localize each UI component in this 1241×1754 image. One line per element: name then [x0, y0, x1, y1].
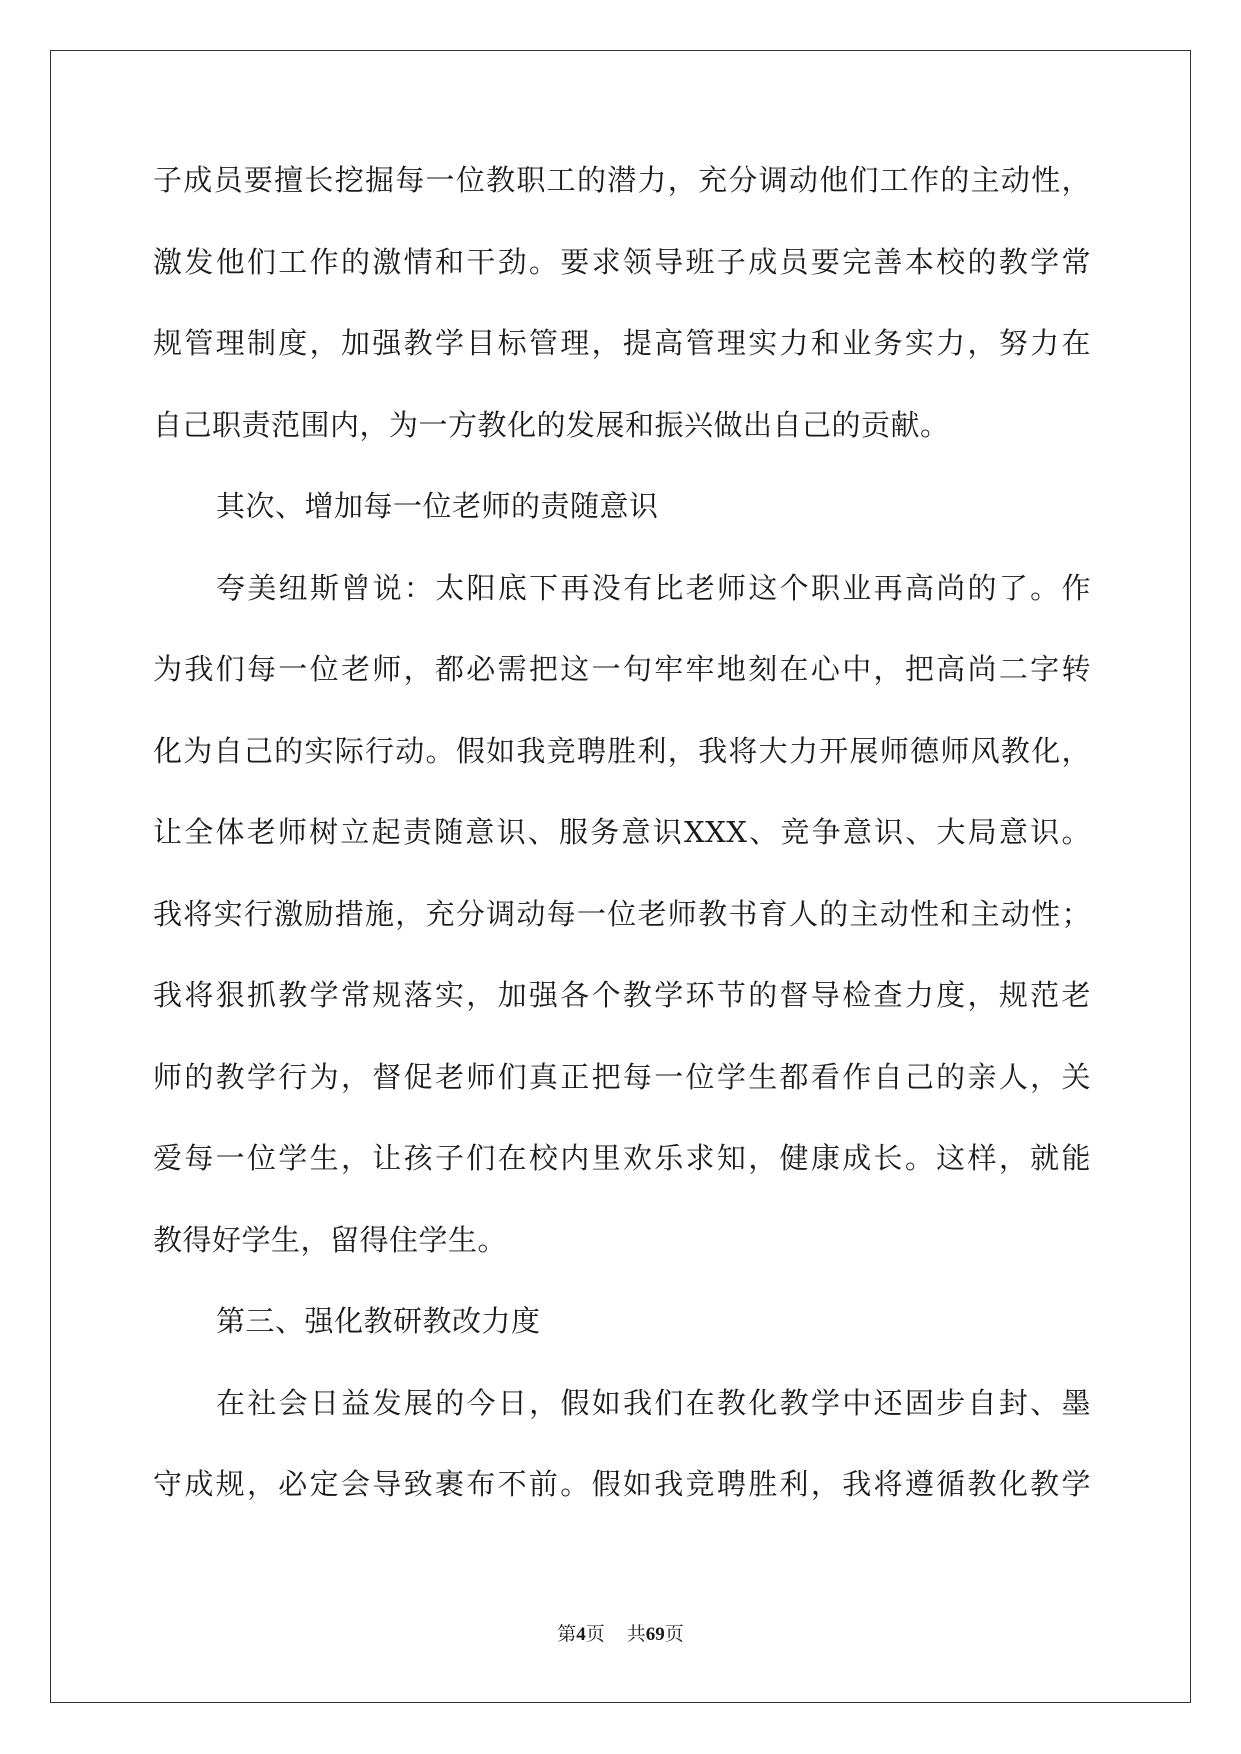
- body-line: 让全体老师树立起责随意识、服务意识XXX、竞争意识、大局意识。: [153, 815, 1091, 849]
- document-body: [153, 160, 1091, 1546]
- body-line: 夸美纽斯曾说：太阳底下再没有比老师这个职业再高尚的了。作: [216, 570, 1091, 605]
- body-line: 规管理制度，加强教学目标管理，提高管理实力和业务实力，努力在: [153, 326, 1091, 360]
- body-line: 师的教学行为，督促老师们真正把每一位学生都看作自己的亲人，关: [153, 1059, 1091, 1094]
- footer-page-suffix: 页: [585, 1623, 605, 1645]
- body-line: 化为自己的实际行动。假如我竞聘胜利，我将大力开展师德师风教化，: [153, 733, 1091, 768]
- body-line: 子成员要擅长挖掘每一位教职工的潜力，充分调动他们工作的主动性，: [153, 163, 1091, 197]
- body-line: 激发他们工作的激情和干劲。要求领导班子成员要完善本校的教学常: [153, 244, 1091, 279]
- total-page-count: 69: [645, 1624, 665, 1645]
- body-line: 我将实行激励措施，充分调动每一位老师教书育人的主动性和主动性；: [153, 896, 1091, 931]
- body-line: 爱每一位学生，让孩子们在校内里欢乐求知，健康成长。这样，就能: [153, 1141, 1091, 1175]
- footer-prefix: 第: [557, 1623, 577, 1645]
- page-footer: [0, 1622, 1241, 1647]
- body-line: 守成规，必定会导致裹布不前。假如我竞聘胜利，我将遵循教化教学: [153, 1467, 1091, 1501]
- body-line: 在社会日益发展的今日，假如我们在教化教学中还固步自封、墨: [216, 1385, 1091, 1420]
- body-line: 我将狠抓教学常规落实，加强各个教学环节的督导检查力度，规范老: [153, 978, 1091, 1012]
- section-heading: 第三、强化教研教改力度: [216, 1304, 541, 1338]
- current-page-number: 4: [576, 1624, 586, 1645]
- footer-total-prefix: 共: [626, 1623, 646, 1645]
- footer-total-suffix: 页: [664, 1623, 684, 1645]
- body-line: 自己职责范围内，为一方教化的发展和振兴做出自己的贡献。: [153, 407, 950, 442]
- body-line: 为我们每一位老师，都必需把这一句牢牢地刻在心中，把高尚二字转: [153, 652, 1091, 686]
- section-heading: 其次、增加每一位老师的责随意识: [216, 489, 659, 523]
- body-line: 教得好学生，留得住学生。: [153, 1222, 508, 1257]
